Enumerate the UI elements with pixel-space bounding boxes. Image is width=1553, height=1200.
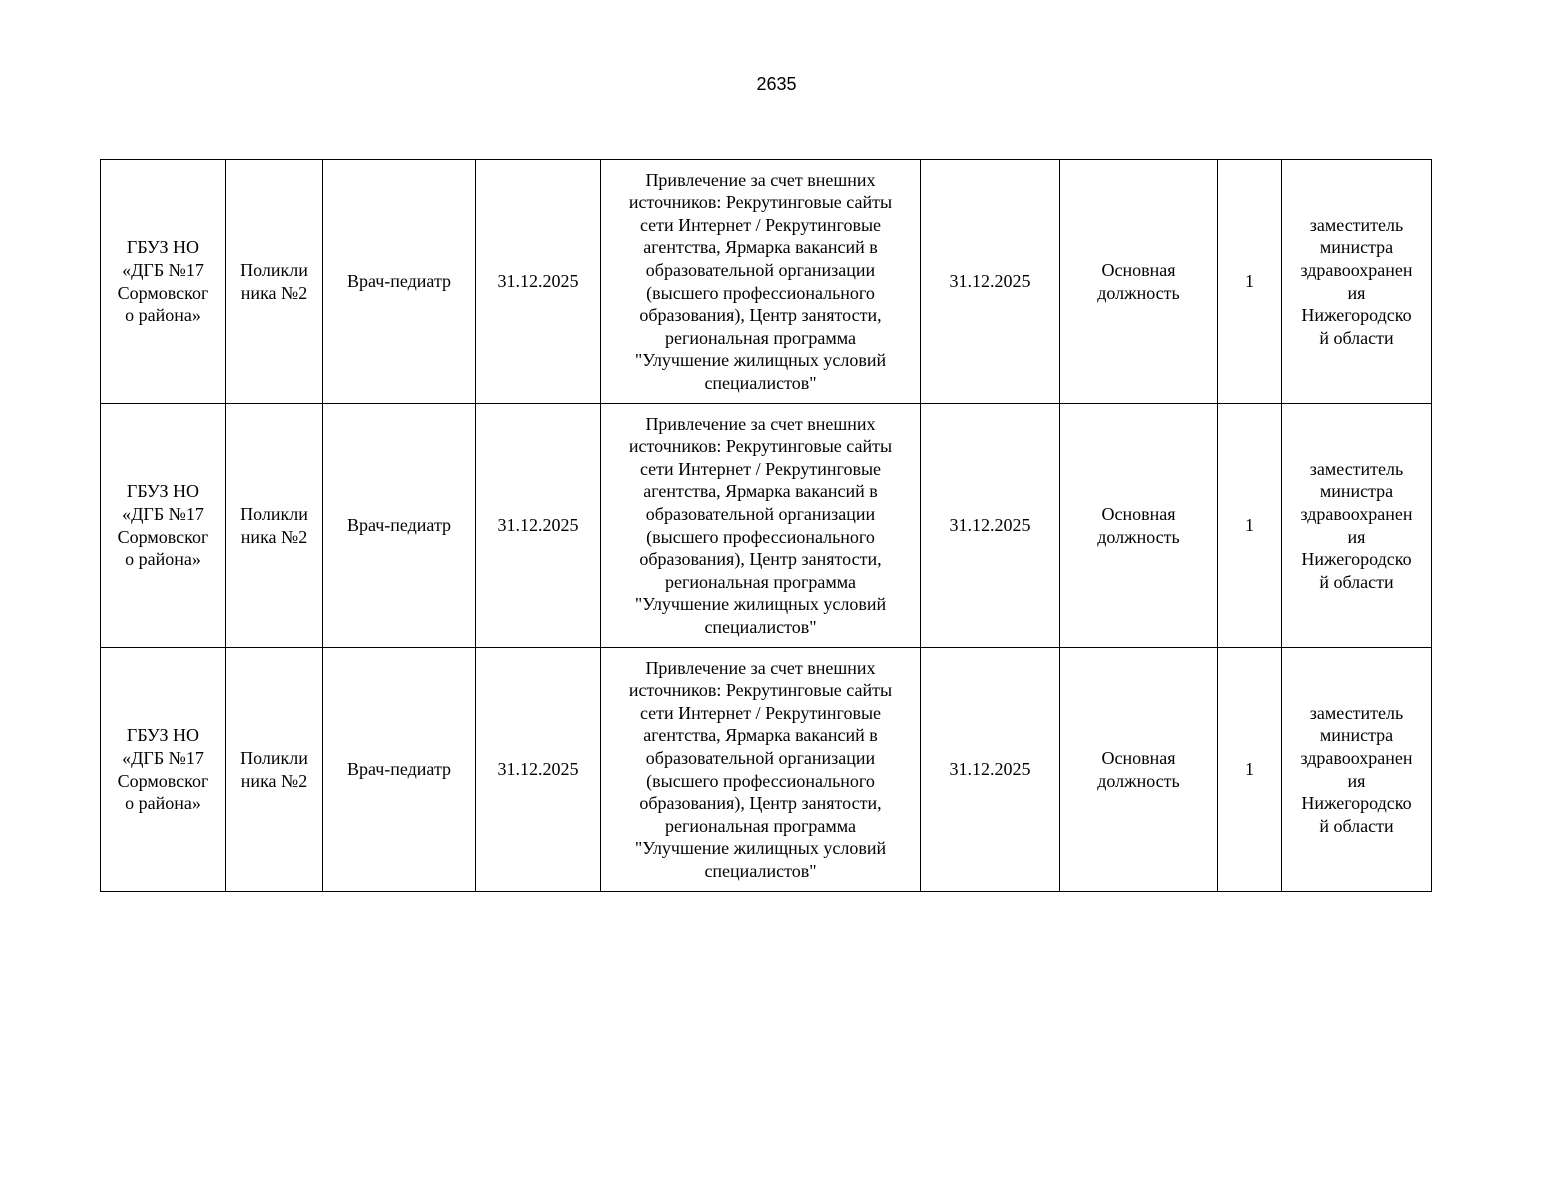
- table-row: [101, 404, 1432, 648]
- cell-position: Врач-педиатр: [323, 160, 476, 404]
- table-row: [101, 160, 1432, 404]
- cell-responsible: заместитель министра здравоохранен ия Нижегородско й области: [1282, 160, 1432, 404]
- cell-position-type: Основная должность: [1060, 648, 1218, 892]
- cell-count: 1: [1218, 404, 1282, 648]
- cell-date-planned: 31.12.2025: [476, 404, 601, 648]
- cell-position-type: Основная должность: [1060, 404, 1218, 648]
- cell-department: Поликли ника №2: [226, 648, 323, 892]
- cell-organization: ГБУЗ НО «ДГБ №17 Сормовског о района»: [101, 160, 226, 404]
- cell-responsible: заместитель министра здравоохранен ия Нижегородско й области: [1282, 648, 1432, 892]
- cell-date-deadline: 31.12.2025: [921, 404, 1060, 648]
- cell-date-planned: 31.12.2025: [476, 648, 601, 892]
- cell-sources: Привлечение за счет внешних источников: Рекрутинговые сайты сети Интернет / Рекрутинговые агентства, Ярмарка вакансий в образовательной организации (высшего профессионального образования), Центр занятости, региональная программа "Улучшение жилищных условий специалистов": [601, 648, 921, 892]
- table-row: [101, 648, 1432, 892]
- cell-date-deadline: 31.12.2025: [921, 160, 1060, 404]
- vacancy-table: [100, 159, 1432, 892]
- cell-position: Врач-педиатр: [323, 404, 476, 648]
- cell-count: 1: [1218, 160, 1282, 404]
- cell-sources: Привлечение за счет внешних источников: Рекрутинговые сайты сети Интернет / Рекрутинговые агентства, Ярмарка вакансий в образовательной организации (высшего профессионального образования), Центр занятости, региональная программа "Улучшение жилищных условий специалистов": [601, 404, 921, 648]
- cell-position-type: Основная должность: [1060, 160, 1218, 404]
- cell-count: 1: [1218, 648, 1282, 892]
- cell-department: Поликли ника №2: [226, 160, 323, 404]
- page-number: 2635: [756, 74, 797, 94]
- cell-department: Поликли ника №2: [226, 404, 323, 648]
- cell-position: Врач-педиатр: [323, 648, 476, 892]
- cell-date-deadline: 31.12.2025: [921, 648, 1060, 892]
- cell-responsible: заместитель министра здравоохранен ия Нижегородско й области: [1282, 404, 1432, 648]
- cell-organization: ГБУЗ НО «ДГБ №17 Сормовског о района»: [101, 404, 226, 648]
- cell-date-planned: 31.12.2025: [476, 160, 601, 404]
- cell-organization: ГБУЗ НО «ДГБ №17 Сормовског о района»: [101, 648, 226, 892]
- cell-sources: Привлечение за счет внешних источников: Рекрутинговые сайты сети Интернет / Рекрутинговые агентства, Ярмарка вакансий в образовательной организации (высшего профессионального образования), Центр занятости, региональная программа "Улучшение жилищных условий специалистов": [601, 160, 921, 404]
